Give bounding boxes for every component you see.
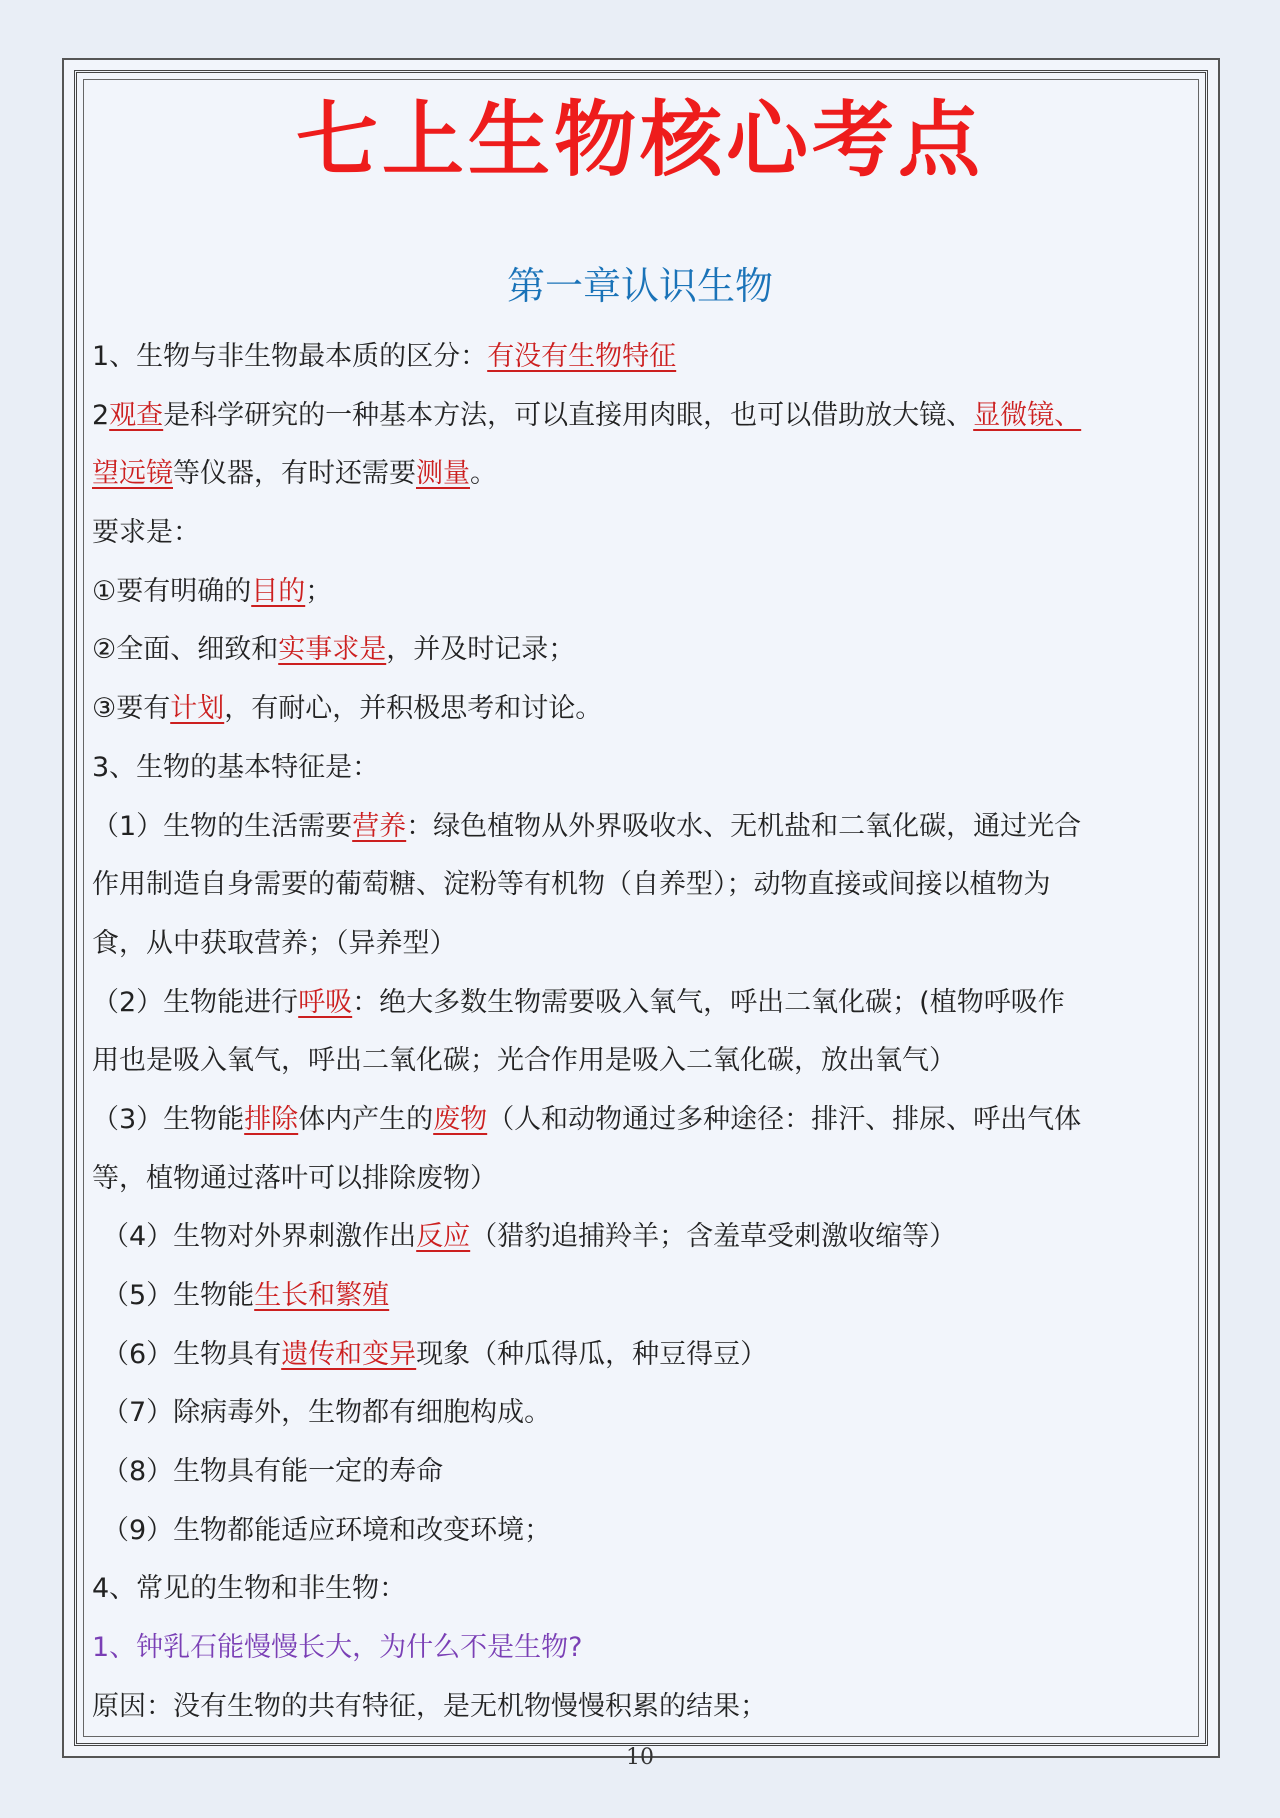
content-body [92, 328, 1172, 1737]
key-term: 营养 [352, 810, 407, 842]
key-term: 实事求是 [278, 634, 387, 666]
key-term: 遗传和变异 [281, 1338, 417, 1370]
key-term: 有没有生物特征 [487, 341, 677, 372]
line-2 [92, 387, 1172, 446]
line-15 [92, 1150, 1172, 1209]
key-term: 计划 [170, 693, 225, 725]
text: 现象（种瓜得瓜，种豆得豆） [416, 1338, 768, 1370]
text: （9）生物都能适应环境和改变环境； [102, 1514, 552, 1546]
text: 是科学研究的一种基本方法，可以直接用肉眼，也可以借助放大镜、 [163, 399, 974, 431]
line-7 [92, 680, 1172, 739]
line-10 [92, 856, 1172, 915]
line-12 [92, 974, 1172, 1033]
key-term: 观查 [109, 399, 164, 431]
page-title: 七上生物核心考点 [295, 92, 984, 188]
line-17 [92, 1267, 1172, 1326]
text: ：绿色植物从外界吸收水、无机盐和二氧化碳，通过光合 [406, 810, 1082, 842]
text: ③要有 [92, 693, 171, 725]
page-number: 10 [626, 1745, 654, 1770]
text: （8）生物具有能一定的寿命 [102, 1456, 444, 1488]
text: 原因：没有生物的共有特征，是无机物慢慢积累的结果； [92, 1690, 767, 1722]
line-16 [92, 1208, 1172, 1267]
line-8 [92, 739, 1172, 798]
line-18 [92, 1326, 1172, 1385]
text: ：绝大多数生物需要吸入氧气，呼出二氧化碳；(植物呼吸作 [352, 986, 1065, 1018]
line-11 [92, 915, 1172, 974]
text: （3）生物能 [92, 1103, 245, 1135]
text: 等，植物通过落叶可以排除废物） [92, 1162, 497, 1194]
line-19 [92, 1384, 1172, 1443]
line-9 [92, 798, 1172, 857]
text: （2）生物能进行 [92, 986, 299, 1018]
text: （5）生物能 [102, 1280, 255, 1311]
chapter-heading: 第一章认识生物 [506, 264, 773, 308]
key-term: 呼吸 [298, 986, 353, 1018]
text: 食，从中获取营养；（异养型） [92, 927, 457, 959]
text: （7）除病毒外，生物都有细胞构成。 [102, 1397, 552, 1429]
text: （人和动物通过多种途径：排汗、排尿、呼出气体 [487, 1103, 1082, 1135]
text: 用也是吸入氧气，呼出二氧化碳；光合作用是吸入二氧化碳，放出氧气） [92, 1045, 956, 1077]
key-term: 反应 [416, 1221, 471, 1253]
text: ①要有明确的 [92, 575, 252, 607]
key-term: 测量 [416, 458, 470, 490]
text: （1）生物的生活需要 [92, 810, 353, 842]
key-term: 废物 [433, 1103, 488, 1135]
question-line [92, 1619, 1172, 1678]
text: ②全面、细致和 [92, 634, 279, 666]
line-13 [92, 1032, 1172, 1091]
text: 4、常见的生物和非生物： [92, 1573, 407, 1605]
line-3 [92, 445, 1172, 504]
text: （6）生物具有 [102, 1338, 282, 1370]
text: 2 [92, 399, 110, 431]
text: ，并及时记录； [386, 634, 576, 666]
line-21 [92, 1502, 1172, 1561]
line-24 [92, 1678, 1172, 1737]
text: 1、生物与非生物最本质的区分： [92, 341, 488, 372]
line-20 [92, 1443, 1172, 1502]
key-term: 生长和繁殖 [254, 1280, 390, 1311]
text: 3、生物的基本特征是： [92, 751, 380, 783]
question-text: 1、钟乳石能慢慢长大，为什么不是生物? [92, 1632, 583, 1664]
text: ； [305, 575, 333, 607]
text: 要求是： [92, 517, 200, 549]
text: 等仪器，有时还需要 [173, 458, 416, 490]
key-term: 目的 [251, 575, 306, 607]
line-6 [92, 621, 1172, 680]
line-14 [92, 1091, 1172, 1150]
line-1 [92, 328, 1172, 387]
line-22 [92, 1560, 1172, 1619]
line-5 [92, 563, 1172, 622]
line-4 [92, 504, 1172, 563]
text: 体内产生的 [298, 1103, 434, 1135]
key-term: 排除 [244, 1103, 299, 1135]
text: 作用制造自身需要的葡萄糖、淀粉等有机物（自养型）；动物直接或间接以植物为 [92, 869, 1051, 901]
text: 。 [470, 458, 497, 490]
key-term: 望远镜 [92, 458, 173, 490]
text: （猎豹追捕羚羊；含羞草受刺激收缩等） [470, 1221, 957, 1253]
key-term: 显微镜、 [973, 399, 1082, 431]
text: （4）生物对外界刺激作出 [102, 1221, 417, 1253]
text: ，有耐心，并积极思考和讨论。 [224, 693, 603, 725]
